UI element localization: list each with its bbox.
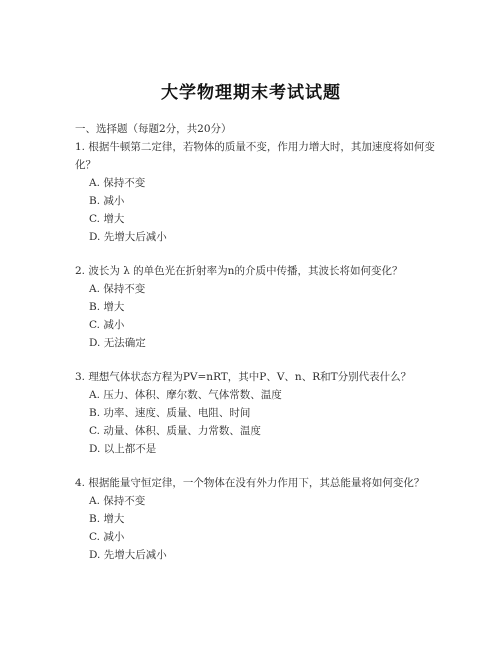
spacer (75, 352, 435, 368)
option-d: D. 先增大后减小 (89, 549, 167, 561)
option-a: A. 保持不变 (89, 177, 146, 189)
question-4 (75, 474, 435, 564)
question-stem: 1. 根据牛顿第二定律，若物体的质量不变，作用力增大时，其加速度将如何变化？ (75, 141, 435, 171)
option-c: C. 动量、体积、质量、力常数、温度 (89, 425, 261, 437)
option-list (75, 174, 435, 246)
option-a: A. 保持不变 (89, 495, 146, 507)
document-title: 大学物理期末考试试题 (161, 83, 341, 103)
option-b: B. 功率、速度、质量、电阻、时间 (89, 407, 251, 419)
option-c: C. 增大 (89, 213, 125, 225)
option-list (75, 280, 435, 352)
spacer (75, 246, 435, 262)
document-body (75, 120, 435, 564)
option-c: C. 减小 (89, 531, 125, 543)
section-heading: 一、选择题（每题2分，共20分） (75, 123, 232, 135)
question-2 (75, 262, 435, 352)
question-stem: 3. 理想气体状态方程为PV=nRT，其中P、V、n、R和T分别代表什么？ (75, 371, 412, 383)
option-b: B. 增大 (89, 301, 125, 313)
option-d: D. 无法确定 (89, 337, 146, 349)
option-a: A. 保持不变 (89, 283, 146, 295)
option-a: A. 压力、体积、摩尔数、气体常数、温度 (89, 389, 282, 401)
question-stem: 4. 根据能量守恒定律，一个物体在没有外力作用下，其总能量将如何变化？ (75, 477, 425, 489)
option-list (75, 492, 435, 564)
spacer (75, 458, 435, 474)
option-b: B. 增大 (89, 513, 125, 525)
option-c: C. 减小 (89, 319, 125, 331)
option-list (75, 386, 435, 458)
option-d: D. 先增大后减小 (89, 231, 167, 243)
option-b: B. 减小 (89, 195, 125, 207)
question-1 (75, 138, 435, 246)
question-3 (75, 368, 435, 458)
question-stem: 2. 波长为 λ 的单色光在折射率为n的介质中传播，其波长将如何变化？ (75, 265, 403, 277)
option-d: D. 以上都不是 (89, 443, 157, 455)
